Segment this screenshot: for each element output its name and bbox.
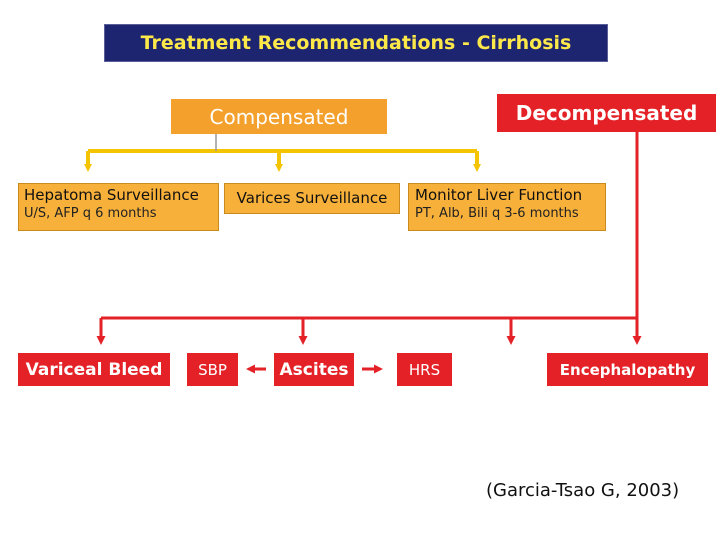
diagram-title: Treatment Recommendations - Cirrhosis bbox=[104, 24, 608, 62]
compensated-node: Compensated bbox=[171, 99, 387, 134]
node-heading: Hepatoma Surveillance bbox=[24, 186, 199, 204]
node-heading: Monitor Liver Function bbox=[415, 186, 583, 204]
node-detail: PT, Alb, Bili q 3-6 months bbox=[415, 206, 579, 221]
node-heading: Varices Surveillance bbox=[236, 189, 388, 207]
hepatoma-surveillance-node bbox=[18, 183, 219, 231]
node-detail: U/S, AFP q 6 months bbox=[24, 206, 157, 221]
decompensated-connectors bbox=[101, 132, 637, 369]
hrs-node: HRS bbox=[397, 353, 452, 386]
monitor-liver-function-node bbox=[408, 183, 606, 231]
ascites-node: Ascites bbox=[274, 353, 354, 386]
varices-surveillance-node bbox=[224, 183, 400, 214]
variceal-bleed-node: Variceal Bleed bbox=[18, 353, 170, 386]
encephalopathy-node: Encephalopathy bbox=[547, 353, 708, 386]
citation: (Garcia-Tsao G, 2003) bbox=[486, 480, 680, 501]
decompensated-node: Decompensated bbox=[497, 94, 716, 132]
compensated-connectors bbox=[88, 151, 477, 168]
sbp-node: SBP bbox=[187, 353, 238, 386]
